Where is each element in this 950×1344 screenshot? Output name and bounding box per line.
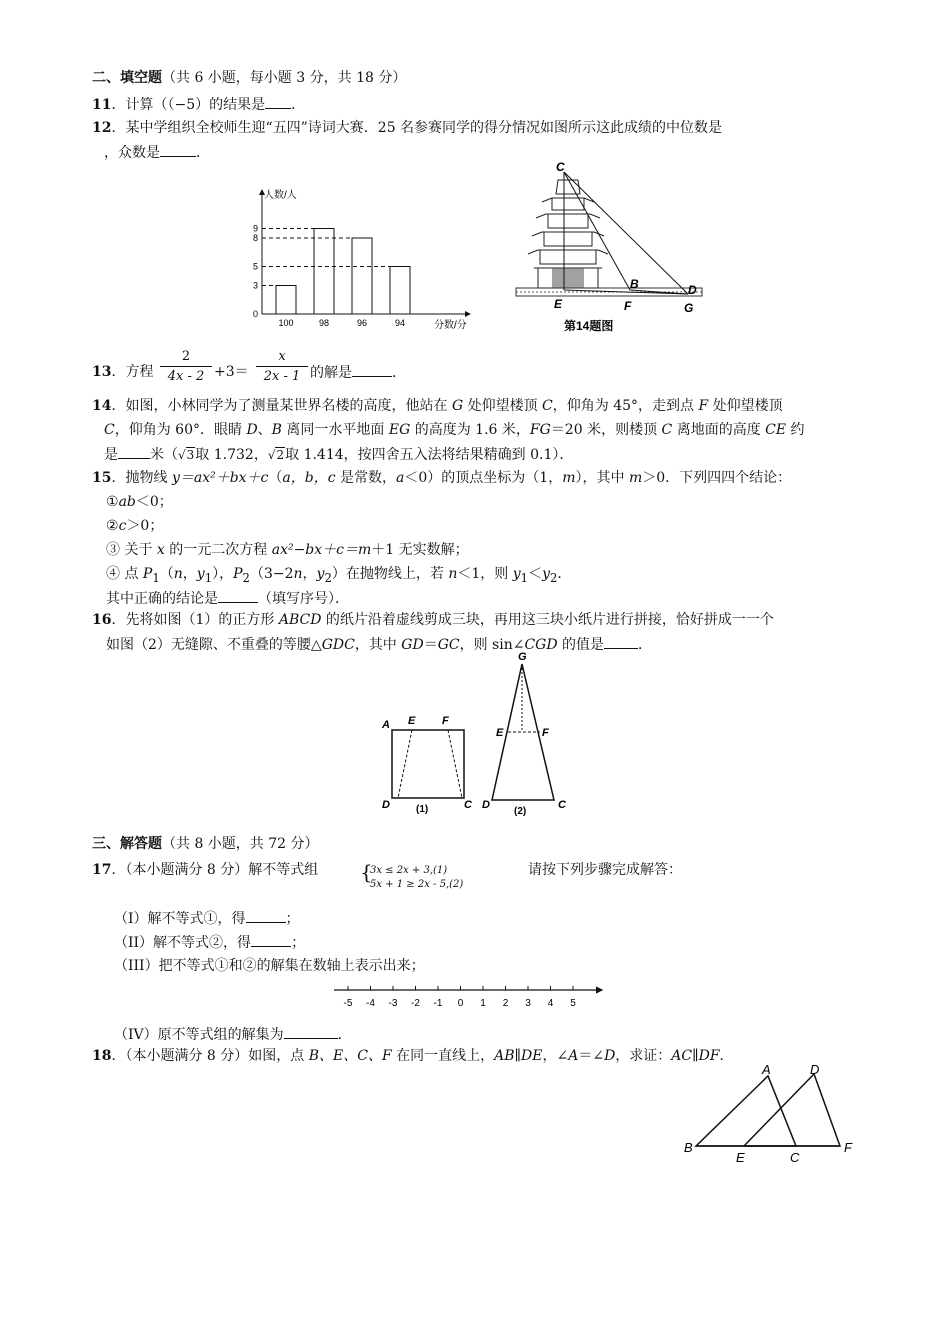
q16-GD: GD bbox=[401, 637, 424, 653]
q14-l1b: 处仰望楼顶 bbox=[463, 398, 543, 414]
fig18-label-B: B bbox=[684, 1140, 693, 1155]
x-tick-label: 98 bbox=[318, 318, 330, 328]
q14-l3c: 取 1.732， bbox=[195, 447, 268, 463]
q14-blank bbox=[118, 444, 150, 459]
q16-l2a: 如图（2）无缝隙、不重叠的等腰△ bbox=[106, 637, 322, 653]
q14-l3a: 是 bbox=[104, 447, 118, 463]
question-11 bbox=[92, 94, 305, 115]
section-3-note: （共 8 小题，共 72 分） bbox=[162, 836, 319, 852]
q15-c4g: ）在抛物线上，若 bbox=[331, 566, 449, 582]
cut-line-DE bbox=[398, 730, 412, 798]
q15-c4i: ＜ bbox=[528, 566, 543, 582]
number-line-label: -2 bbox=[411, 998, 420, 1009]
question-16-line1 bbox=[92, 610, 774, 630]
q12-line2: ，众数是 bbox=[104, 145, 160, 161]
q16-l2c: ＝ bbox=[423, 637, 438, 653]
fig18-label-C: C bbox=[790, 1150, 800, 1165]
fig18-label-A: A bbox=[762, 1064, 771, 1077]
q16-end: ． bbox=[638, 637, 653, 653]
q15-c4sub2: 2 bbox=[242, 570, 250, 585]
q15-conclusion-4 bbox=[106, 564, 571, 588]
q12-end: ． bbox=[196, 145, 210, 161]
q15-c1b: ab bbox=[118, 494, 136, 510]
q18-D: D bbox=[604, 1048, 616, 1064]
q18-tc: ，∠ bbox=[542, 1048, 569, 1064]
q18-par1: ∥ bbox=[514, 1048, 522, 1064]
bar-98 bbox=[314, 229, 334, 315]
q18-DE: DE bbox=[521, 1048, 543, 1064]
q13-text-b: 的解是 bbox=[310, 365, 352, 381]
q17-inequality-1: 3x ≤ 2x + 3,(1) bbox=[370, 865, 448, 876]
q15-c3a: ③ 关于 bbox=[106, 542, 157, 558]
q15-l1a: ．抛物线 bbox=[111, 470, 172, 486]
q15-c1c: ＜0； bbox=[135, 494, 173, 510]
q13-text-a: ．方程 bbox=[111, 364, 154, 380]
q14-l2g: 约 bbox=[786, 422, 805, 438]
q14-sqrt3: √3 bbox=[178, 448, 195, 462]
q13-fraction-2 bbox=[256, 349, 308, 384]
number-line-label: 3 bbox=[525, 998, 531, 1009]
q15-conclusion-1 bbox=[106, 492, 173, 512]
q18-eqs: ＝∠ bbox=[578, 1048, 605, 1064]
number-line-label: 2 bbox=[502, 998, 509, 1009]
q13-frac1-denominator: 4x - 2 bbox=[167, 369, 205, 384]
number-line-label: -4 bbox=[366, 998, 375, 1009]
q16-l2d: ，则 sin∠ bbox=[459, 637, 525, 653]
q15-c4b: （ bbox=[159, 566, 174, 582]
q15-c4sub1: 1 bbox=[152, 570, 160, 585]
q16-CGD: CGD bbox=[524, 637, 558, 653]
q15-l1b: （ bbox=[268, 470, 283, 486]
q18-DF: DF bbox=[698, 1048, 720, 1064]
question-12-line2 bbox=[104, 142, 210, 163]
q15-c4P2: P bbox=[233, 566, 243, 582]
q15-number: 15 bbox=[92, 470, 112, 486]
q15-c4c: ， bbox=[182, 566, 197, 582]
q13-tail bbox=[310, 362, 406, 383]
q15-c4e: （3−2 bbox=[249, 566, 294, 582]
q14-l3b: 米（ bbox=[150, 447, 178, 463]
y-tick-label: 5 bbox=[252, 261, 258, 272]
q14-l1a: ．如图，小林同学为了测量某世界名楼的高度，他站在 bbox=[111, 398, 452, 414]
q13-frac2-numerator: x bbox=[278, 349, 286, 364]
q15-c2a: ② bbox=[106, 518, 119, 534]
q15-c4y1s: 1 bbox=[204, 570, 213, 585]
question-14-line2 bbox=[104, 420, 805, 440]
q17-intro: ．（本小题满分 8 分）解不等式组 bbox=[111, 862, 319, 878]
q14-l2e: ＝20 米，则楼顶 bbox=[550, 422, 662, 438]
q16-l2e: 的值是 bbox=[557, 637, 605, 653]
q16-blank bbox=[604, 634, 638, 649]
q15-c1a: ① bbox=[106, 494, 119, 510]
q15-c4h: ＜1，则 bbox=[457, 566, 513, 582]
q15-conclusion-3 bbox=[106, 540, 469, 560]
q11-number: 11 bbox=[92, 97, 112, 113]
q17-blank-1[interactable] bbox=[246, 908, 286, 923]
q15-c4y1: y bbox=[196, 566, 205, 582]
q14-l2c: 离同一水平地面 bbox=[281, 422, 389, 438]
q16-ABCD: ABCD bbox=[278, 612, 322, 628]
q17-brace: { bbox=[360, 860, 373, 884]
figure-14 bbox=[512, 158, 708, 336]
q14-G: G bbox=[451, 398, 464, 414]
y-tick-label: 3 bbox=[252, 280, 258, 291]
q15-last-b: （填写序号）． bbox=[258, 591, 349, 607]
q16-number: 16 bbox=[92, 612, 112, 628]
figure-18 bbox=[680, 1064, 864, 1168]
q17-inequality-2: 5x + 1 ≥ 2x - 5,(2) bbox=[370, 879, 464, 890]
q13-plus-text: +3＝ bbox=[214, 364, 249, 380]
section-2-note: （共 6 小题，每小题 3 分，共 18 分） bbox=[162, 70, 407, 86]
q18-AC: AC bbox=[671, 1048, 693, 1064]
y-tick-label: 9 bbox=[252, 223, 258, 234]
q15-c4d: ）， bbox=[212, 566, 234, 582]
question-14-line3 bbox=[104, 444, 573, 465]
q16-GDC: GDC bbox=[321, 637, 355, 653]
y-tick-label: 0 bbox=[252, 309, 258, 319]
question-13 bbox=[92, 362, 153, 382]
q17-s4a: （IV）原不等式组的解集为 bbox=[114, 1027, 284, 1043]
q14-F: F bbox=[698, 398, 709, 414]
number-line-label: 1 bbox=[480, 998, 486, 1009]
section-2-title: 二、填空题 bbox=[92, 70, 162, 86]
q14-C1: C bbox=[542, 398, 553, 414]
q14-D: D bbox=[246, 422, 258, 438]
label-F: F bbox=[624, 299, 632, 313]
number-line-label: -1 bbox=[433, 998, 443, 1009]
q15-l1e: ），其中 bbox=[575, 470, 629, 486]
fig16-caption-1: (1) bbox=[416, 804, 429, 815]
question-15-line1 bbox=[92, 468, 791, 488]
q16-l1a: ．先将如图（1）的正方形 bbox=[111, 612, 279, 628]
q15-c4f: ， bbox=[302, 566, 317, 582]
cut-line-CF bbox=[448, 730, 462, 798]
q18-pts: B、E、C、F bbox=[308, 1048, 392, 1064]
q15-l1f: ＞0．下列四四个结论： bbox=[642, 470, 792, 486]
q15-c4y2: y bbox=[316, 566, 325, 582]
label-C: C bbox=[556, 160, 565, 174]
x-tick-label: 100 bbox=[278, 318, 294, 328]
q15-c2b: c bbox=[118, 518, 127, 534]
q14-l2f: 离地面的高度 bbox=[672, 422, 766, 438]
q18-par2: ∥ bbox=[692, 1048, 699, 1064]
q15-l1c: 是常数， bbox=[335, 470, 397, 486]
y-axis-label: 人数/人 bbox=[264, 190, 297, 201]
q15-abc: a，b，c bbox=[282, 470, 336, 486]
q13-blank bbox=[352, 362, 392, 377]
q17-system bbox=[370, 864, 463, 892]
q15-c3b: 的一元二次方程 bbox=[164, 542, 272, 558]
q16-l1b: 的纸片沿着虚线剪成三块，再用这三块小纸片进行拼接，恰好拼成一一个 bbox=[321, 612, 774, 628]
q12-line1: ．某中学组织全校师生迎“五四”诗词大赛．25 名参赛同学的得分情况如图所示这此成绩的中位数是 bbox=[111, 120, 723, 136]
q14-l3d: 取 1.414，按四舍五入法将结果精确到 0.1）． bbox=[285, 447, 574, 463]
question-14-line1 bbox=[92, 396, 783, 416]
q15-c3x: x bbox=[156, 542, 165, 558]
q14-sqrt2-val: 2 bbox=[276, 448, 285, 462]
q14-C2: C bbox=[661, 422, 673, 438]
bar-96 bbox=[352, 238, 372, 314]
q15-c4y2s: 2 bbox=[324, 570, 332, 585]
q17-step-1 bbox=[114, 908, 300, 929]
q14-B: B bbox=[271, 422, 282, 438]
fig18-label-F: F bbox=[844, 1140, 852, 1155]
x-tick-label: 94 bbox=[394, 318, 406, 328]
fig18-label-D: D bbox=[810, 1064, 820, 1077]
q16-GC: GC bbox=[437, 637, 460, 653]
q12-blank bbox=[160, 142, 196, 157]
number-line-label: 4 bbox=[547, 998, 554, 1009]
q15-m: m bbox=[562, 470, 576, 486]
q15-c4j: ． bbox=[557, 566, 572, 582]
q15-last-a: 其中正确的结论是 bbox=[106, 591, 218, 607]
q15-c4y1b: y bbox=[512, 566, 521, 582]
q17-s1a: （I）解不等式①，得 bbox=[114, 911, 246, 927]
q14-FG: FG bbox=[529, 422, 551, 438]
q12-number: 12 bbox=[92, 120, 112, 136]
question-17-intro bbox=[92, 860, 318, 880]
bar-94 bbox=[390, 267, 410, 315]
fig16-label-E: E bbox=[408, 715, 416, 727]
x-axis-label: 分数/分 bbox=[434, 320, 467, 331]
bar-100 bbox=[276, 286, 296, 315]
q13-frac1-numerator: 2 bbox=[181, 349, 191, 364]
fig16-label-C2: C bbox=[558, 799, 566, 811]
q15-c2c: ＞0； bbox=[126, 518, 164, 534]
q15-c3c: ＋1 无实数解； bbox=[371, 542, 469, 558]
q15-eq: y＝ax²＋bx＋c bbox=[171, 470, 269, 486]
q15-c4n: n bbox=[173, 566, 183, 582]
q17-blank-2[interactable] bbox=[251, 932, 291, 947]
q14-CE: CE bbox=[765, 422, 787, 438]
q18-ta: ．（本小题满分 8 分）如图，点 bbox=[111, 1048, 309, 1064]
section-2-heading bbox=[92, 68, 406, 88]
label-E: E bbox=[554, 297, 563, 311]
q15-c4P1: P bbox=[142, 566, 153, 582]
q14-l2a: C bbox=[104, 422, 115, 438]
label-B: B bbox=[630, 277, 639, 291]
q17-after-text: 请按下列步骤完成解答： bbox=[528, 862, 682, 878]
q11-blank bbox=[265, 94, 291, 109]
number-line-label: 5 bbox=[570, 998, 576, 1009]
q15-blank bbox=[218, 588, 258, 603]
q13-fraction-1 bbox=[160, 349, 212, 384]
q15-m2: m bbox=[628, 470, 643, 486]
q15-c4a: ④ 点 bbox=[106, 566, 143, 582]
fig16-label-E2: E bbox=[496, 727, 504, 739]
q16-l2b: ，其中 bbox=[354, 637, 402, 653]
fig16-label-F: F bbox=[442, 715, 449, 727]
q14-sqrt2: √2 bbox=[267, 448, 285, 462]
q17-step-4 bbox=[114, 1024, 352, 1045]
q18-tb: 在同一直线上， bbox=[391, 1048, 495, 1064]
q13-number: 13 bbox=[92, 364, 112, 380]
square-ABCD bbox=[392, 730, 464, 798]
q17-s2a: （II）解不等式②，得 bbox=[114, 935, 252, 951]
q14-l2b: ，仰角为 60°．眼睛 bbox=[114, 422, 247, 438]
label-D: D bbox=[688, 283, 697, 297]
q17-step-3 bbox=[114, 956, 425, 976]
x-tick-label: 96 bbox=[356, 318, 368, 328]
section-3-heading bbox=[92, 834, 319, 854]
fig16-label-D2: D bbox=[482, 799, 490, 811]
q15-c4n3: n bbox=[448, 566, 458, 582]
q14-l2d: 的高度为 1.6 米， bbox=[410, 422, 530, 438]
q15-conclusion-2 bbox=[106, 516, 163, 536]
q11-end: ． bbox=[291, 97, 306, 113]
fig16-label-F2: F bbox=[542, 727, 549, 739]
q18-A: A bbox=[568, 1048, 579, 1064]
q18-number: 18 bbox=[92, 1048, 112, 1064]
q13-end: ． bbox=[392, 365, 406, 381]
q14-l1c: ，仰角为 45°，走到点 bbox=[552, 398, 699, 414]
fig16-caption-2: (2) bbox=[514, 806, 527, 817]
q17-step-2 bbox=[114, 932, 305, 953]
q14-l1d: 处仰望楼顶 bbox=[708, 398, 783, 414]
q13-plus bbox=[214, 362, 249, 382]
q18-end: ． bbox=[719, 1048, 734, 1064]
fig16-label-G: G bbox=[518, 651, 527, 663]
number-line-label: -5 bbox=[343, 998, 353, 1009]
question-12-line1 bbox=[92, 118, 722, 138]
number-line-label: 0 bbox=[457, 998, 464, 1009]
label-G: G bbox=[684, 301, 694, 315]
figure-14-caption: 第14题图 bbox=[564, 319, 614, 333]
q17-number: 17 bbox=[92, 862, 112, 878]
q17-after bbox=[528, 860, 682, 880]
number-line-label: -3 bbox=[388, 998, 398, 1009]
fig16-label-D: D bbox=[382, 799, 390, 811]
q15-a: a bbox=[396, 470, 405, 486]
q18-td: ，求证： bbox=[615, 1048, 672, 1064]
figure-16 bbox=[378, 648, 578, 820]
q14-EG: EG bbox=[388, 422, 411, 438]
triangle-ABC bbox=[696, 1076, 796, 1146]
q17-s3: （III）把不等式①和②的解集在数轴上表示出来； bbox=[114, 958, 425, 974]
q15-c4y2bs: 2 bbox=[550, 570, 558, 585]
q15-c3eq: ax²−bx＋c＝m bbox=[271, 542, 372, 558]
fig16-label-A: A bbox=[382, 719, 390, 731]
q11-text: ．计算（（−5）的结果是 bbox=[111, 97, 266, 113]
q17-s2b: ； bbox=[291, 935, 306, 951]
q14-sep: 、 bbox=[257, 422, 272, 438]
tower-base bbox=[552, 268, 584, 288]
question-18 bbox=[92, 1046, 734, 1066]
q15-c4y1bs: 1 bbox=[520, 570, 529, 585]
number-line bbox=[330, 980, 610, 1014]
q17-blank-4[interactable] bbox=[284, 1024, 338, 1039]
fig18-label-E: E bbox=[736, 1150, 745, 1165]
q17-s1b: ； bbox=[285, 911, 300, 927]
q15-c4n2: n bbox=[293, 566, 303, 582]
y-tick-label: 8 bbox=[252, 233, 258, 243]
bar-chart bbox=[240, 182, 480, 332]
q14-sqrt3-val: 3 bbox=[186, 448, 195, 462]
q14-number: 14 bbox=[92, 398, 112, 414]
q13-frac2-denominator: 2x - 1 bbox=[263, 369, 301, 384]
q15-answer-line bbox=[106, 588, 349, 609]
q18-AB: AB bbox=[494, 1048, 515, 1064]
q15-l1d: ＜0）的顶点坐标为（1， bbox=[404, 470, 563, 486]
fig16-label-C: C bbox=[464, 799, 472, 811]
q17-s4b: ． bbox=[337, 1027, 352, 1043]
q15-c4y2b: y bbox=[542, 566, 550, 582]
section-3-title: 三、解答题 bbox=[92, 836, 162, 852]
